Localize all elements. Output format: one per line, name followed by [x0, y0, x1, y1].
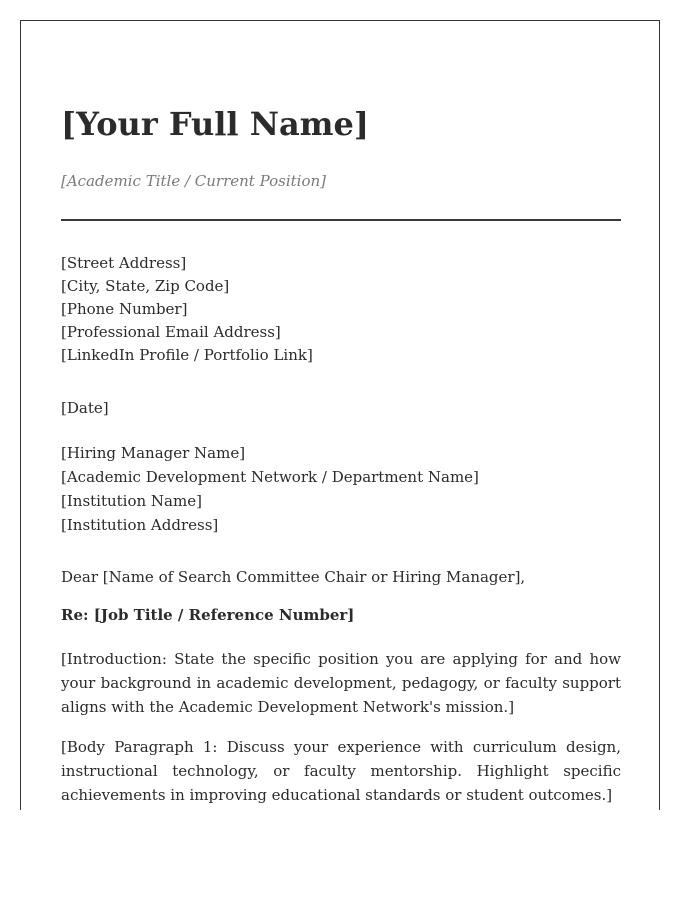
sender-linkedin: [LinkedIn Profile / Portfolio Link] [61, 346, 313, 364]
reference-line: Re: [Job Title / Reference Number] [61, 606, 355, 624]
sender-phone: [Phone Number] [61, 300, 188, 318]
salutation [61, 566, 621, 589]
body-paragraph-1: [Body Paragraph 1: Discuss your experience with curriculum design, instructional technology, or faculty mentorship. Highlight specific achievements in improving educational standards or student outcomes.] [61, 738, 621, 804]
sender-city: [City, State, Zip Code] [61, 277, 230, 295]
recipient-address-block [61, 441, 621, 537]
letter-date [61, 397, 621, 420]
recipient-institution: [Institution Name] [61, 492, 202, 510]
sender-street: [Street Address] [61, 254, 187, 272]
intro-paragraph: [Introduction: State the specific position you are applying for and how your background in academic development, pedagogy, or faculty support aligns with the Academic Development Network's mission.] [61, 650, 621, 716]
recipient-name: [Hiring Manager Name] [61, 444, 246, 462]
recipient-department: [Academic Development Network / Department Name] [61, 468, 479, 486]
header-divider [61, 219, 621, 221]
recipient-institution-address: [Institution Address] [61, 516, 219, 534]
sender-email: [Professional Email Address] [61, 323, 281, 341]
letter-page [20, 20, 660, 810]
sender-address-block [61, 252, 621, 367]
applicant-title: [Academic Title / Current Position] [61, 172, 326, 190]
salutation-text: Dear [Name of Search Committee Chair or Hiring Manager], [61, 568, 526, 586]
date-text: [Date] [61, 399, 109, 417]
applicant-name: [Your Full Name] [61, 105, 370, 143]
